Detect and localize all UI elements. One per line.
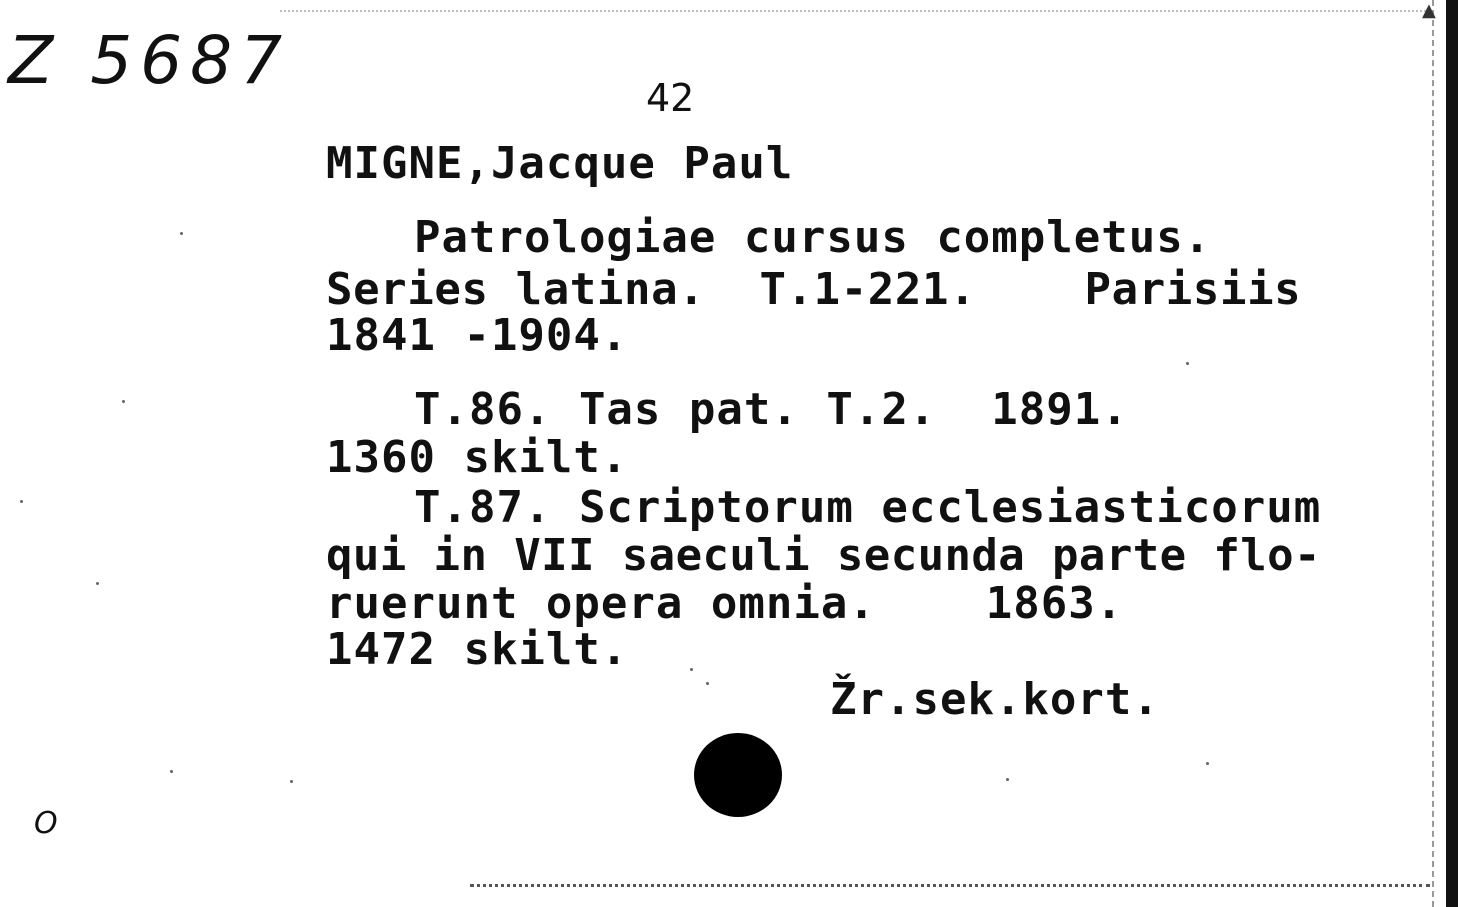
volume-entry-line: 1360 skilt. [326, 432, 629, 483]
card-right-perforation [1432, 0, 1436, 907]
source-note: Žr.sek.kort. [830, 674, 1160, 725]
card-bottom-edge [470, 884, 1430, 887]
title-line: Patrologiae cursus completus. [414, 212, 1212, 263]
speck [1186, 362, 1189, 365]
corner-mark: O [34, 806, 58, 841]
speck [690, 668, 693, 671]
volume-entry-line: ruerunt opera omnia. 1863. [326, 578, 1124, 629]
punch-hole [694, 733, 782, 817]
title-line: Series latina. T.1-221. Parisiis [326, 264, 1302, 315]
speck [122, 400, 125, 403]
author-heading: MIGNE,Jacque Paul [326, 138, 794, 189]
speck [20, 500, 23, 503]
speck [290, 780, 293, 783]
volume-entry-line: T.87. Scriptorum ecclesiasticorum [414, 482, 1322, 533]
speck [170, 770, 173, 773]
volume-entry-line: T.86. Tas pat. T.2. 1891. [414, 384, 1129, 435]
volume-number: 42 [646, 76, 695, 120]
speck [1006, 778, 1009, 781]
card-right-edge [1446, 0, 1458, 907]
corner-arrow-icon: ▲ [1422, 0, 1436, 21]
volume-entry-line: qui in VII saeculi secunda parte flo- [326, 530, 1321, 581]
volume-entry-line: 1472 skilt. [326, 624, 629, 675]
card-top-edge [280, 10, 1430, 12]
speck [706, 682, 709, 685]
speck [1206, 762, 1209, 765]
title-line: 1841 -1904. [326, 310, 629, 361]
speck [96, 582, 99, 585]
speck [180, 232, 183, 235]
call-number: Z 5687 [8, 22, 291, 99]
